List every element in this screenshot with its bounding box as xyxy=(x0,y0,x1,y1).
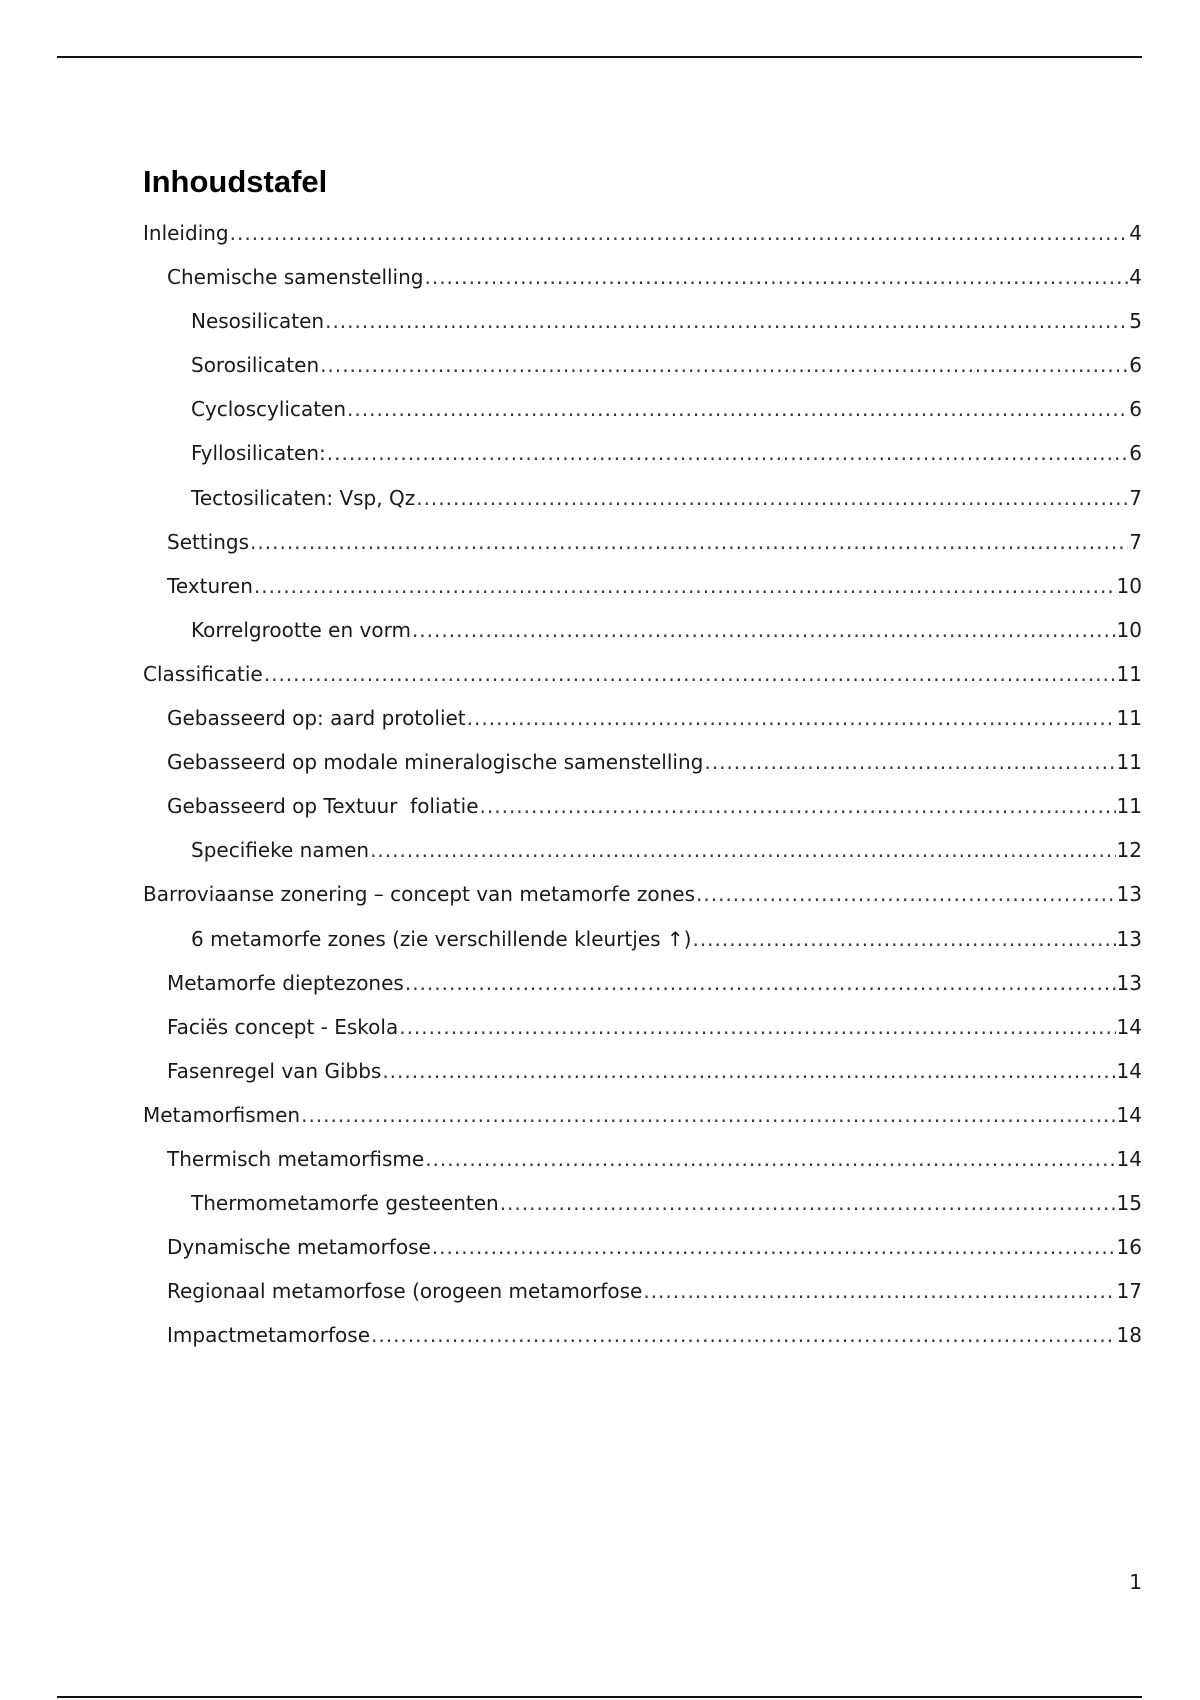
dot-leader xyxy=(643,1276,1115,1306)
toc-entry-page: 6 xyxy=(1129,441,1142,466)
toc-entry-page: 7 xyxy=(1129,529,1142,554)
dot-leader xyxy=(425,1144,1115,1174)
toc-entry[interactable] xyxy=(143,1276,1142,1320)
dot-leader xyxy=(371,1320,1116,1350)
toc-entry-label: Thermometamorfe gesteenten xyxy=(191,1191,499,1216)
toc-entry-page: 10 xyxy=(1116,617,1142,642)
toc-entry-label: Chemische samenstelling xyxy=(167,265,424,290)
toc-entry-label: Nesosilicaten xyxy=(191,309,325,334)
dot-leader xyxy=(327,438,1129,468)
toc-entry[interactable] xyxy=(143,1144,1142,1188)
dot-leader xyxy=(416,483,1128,513)
toc-entry[interactable] xyxy=(143,968,1142,1012)
toc-entry-label: Fasenregel van Gibbs xyxy=(167,1058,382,1083)
toc-entry-label: Classificatie xyxy=(143,661,263,686)
toc-entry-label: Gebasseerd op modale mineralogische samenstelling xyxy=(167,750,704,775)
toc-entry-label: Texturen xyxy=(167,573,253,598)
toc-entry-page: 7 xyxy=(1129,485,1142,510)
dot-leader xyxy=(692,924,1115,954)
dot-leader xyxy=(382,1056,1115,1086)
toc-entry-page: 5 xyxy=(1129,309,1142,334)
toc-entry-label: Cycloscylicaten xyxy=(191,397,347,422)
toc-entry[interactable] xyxy=(143,1100,1142,1144)
toc-entry-page: 4 xyxy=(1129,265,1142,290)
toc-entry-page: 17 xyxy=(1116,1279,1142,1304)
dot-leader xyxy=(432,1232,1116,1262)
toc-entry-label: Faciës concept - Eskola xyxy=(167,1014,399,1039)
toc-entry-page: 16 xyxy=(1116,1235,1142,1260)
toc-entry-page: 11 xyxy=(1116,661,1142,686)
dot-leader xyxy=(500,1188,1116,1218)
toc-entry[interactable] xyxy=(143,1012,1142,1056)
toc-entry-page: 14 xyxy=(1116,1102,1142,1127)
dot-leader xyxy=(370,835,1115,865)
toc-entry[interactable] xyxy=(143,1232,1142,1276)
toc-entry-page: 4 xyxy=(1129,221,1142,245)
toc-entry-label: 6 metamorfe zones (zie verschillende kleurtjes ↑) xyxy=(191,926,692,951)
toc-entry-page: 14 xyxy=(1116,1146,1142,1171)
dot-leader xyxy=(412,615,1116,645)
toc-entry[interactable] xyxy=(143,615,1142,659)
toc-entry-page: 6 xyxy=(1129,397,1142,422)
dot-leader xyxy=(325,306,1128,336)
toc-entry-page: 13 xyxy=(1116,970,1142,995)
dot-leader xyxy=(696,879,1116,909)
toc-entry[interactable] xyxy=(143,527,1142,571)
table-of-contents xyxy=(143,218,1142,1364)
toc-entry-page: 6 xyxy=(1129,353,1142,378)
toc-entry[interactable] xyxy=(143,394,1142,438)
dot-leader xyxy=(250,527,1128,557)
dot-leader xyxy=(230,218,1129,248)
toc-entry[interactable] xyxy=(143,1056,1142,1100)
header-rule xyxy=(57,56,1142,58)
dot-leader xyxy=(254,571,1116,601)
toc-entry[interactable] xyxy=(143,483,1142,527)
toc-entry-page: 14 xyxy=(1116,1014,1142,1039)
toc-entry[interactable] xyxy=(143,306,1142,350)
toc-entry[interactable] xyxy=(143,924,1142,968)
dot-leader xyxy=(424,262,1128,292)
toc-entry[interactable] xyxy=(143,1188,1142,1232)
toc-entry[interactable] xyxy=(143,791,1142,835)
toc-entry-page: 11 xyxy=(1116,750,1142,775)
dot-leader xyxy=(264,659,1116,689)
toc-entry[interactable] xyxy=(143,703,1142,747)
dot-leader xyxy=(320,350,1128,380)
toc-entry[interactable] xyxy=(143,659,1142,703)
toc-entry-label: Regionaal metamorfose (orogeen metamorfose xyxy=(167,1279,643,1304)
toc-entry-label: Dynamische metamorfose xyxy=(167,1235,431,1260)
toc-entry-label: Korrelgrootte en vorm xyxy=(191,617,411,642)
toc-entry[interactable] xyxy=(143,218,1142,262)
toc-entry-page: 11 xyxy=(1116,794,1142,819)
toc-entry[interactable] xyxy=(143,747,1142,791)
toc-entry-label: Gebasseerd op: aard protoliet xyxy=(167,706,466,731)
dot-leader xyxy=(467,703,1116,733)
toc-entry[interactable] xyxy=(143,879,1142,923)
footer-rule xyxy=(57,1696,1142,1698)
toc-entry-page: 13 xyxy=(1116,882,1142,907)
toc-entry[interactable] xyxy=(143,1320,1142,1364)
toc-entry-page: 18 xyxy=(1116,1323,1142,1348)
dot-leader xyxy=(399,1012,1115,1042)
dot-leader xyxy=(301,1100,1115,1130)
toc-entry-page: 11 xyxy=(1116,706,1142,731)
toc-entry[interactable] xyxy=(143,438,1142,482)
toc-entry-label: Settings xyxy=(167,529,250,554)
toc-entry-label: Specifieke namen xyxy=(191,838,370,863)
toc-entry-page: 12 xyxy=(1116,838,1142,863)
dot-leader xyxy=(704,747,1115,777)
toc-entry-label: Sorosilicaten xyxy=(191,353,320,378)
toc-entry-page: 14 xyxy=(1116,1058,1142,1083)
toc-entry-label: Metamorfismen xyxy=(143,1102,301,1127)
toc-entry[interactable] xyxy=(143,835,1142,879)
toc-entry[interactable] xyxy=(143,571,1142,615)
toc-entry-label: Inleiding xyxy=(143,221,229,245)
toc-entry-label: Impactmetamorfose xyxy=(167,1323,370,1348)
toc-entry[interactable] xyxy=(143,350,1142,394)
page-title: Inhoudstafel xyxy=(143,164,328,199)
toc-entry-page: 10 xyxy=(1116,573,1142,598)
dot-leader xyxy=(347,394,1128,424)
dot-leader xyxy=(405,968,1116,998)
page-number: 1 xyxy=(1129,1570,1142,1594)
toc-entry-label: Thermisch metamorfisme xyxy=(167,1146,425,1171)
toc-entry-label: Barroviaanse zonering – concept van metamorfe zones xyxy=(143,882,696,907)
toc-entry-label: Fyllosilicaten: xyxy=(191,441,326,466)
toc-entry-label: Gebasseerd op Textuur foliatie xyxy=(167,794,479,819)
toc-entry-label: Metamorfe dieptezones xyxy=(167,970,404,995)
toc-entry-label: Tectosilicaten: Vsp, Qz xyxy=(191,485,416,510)
dot-leader xyxy=(480,791,1116,821)
toc-entry[interactable] xyxy=(143,262,1142,306)
toc-entry-page: 13 xyxy=(1116,926,1142,951)
toc-entry-page: 15 xyxy=(1116,1191,1142,1216)
